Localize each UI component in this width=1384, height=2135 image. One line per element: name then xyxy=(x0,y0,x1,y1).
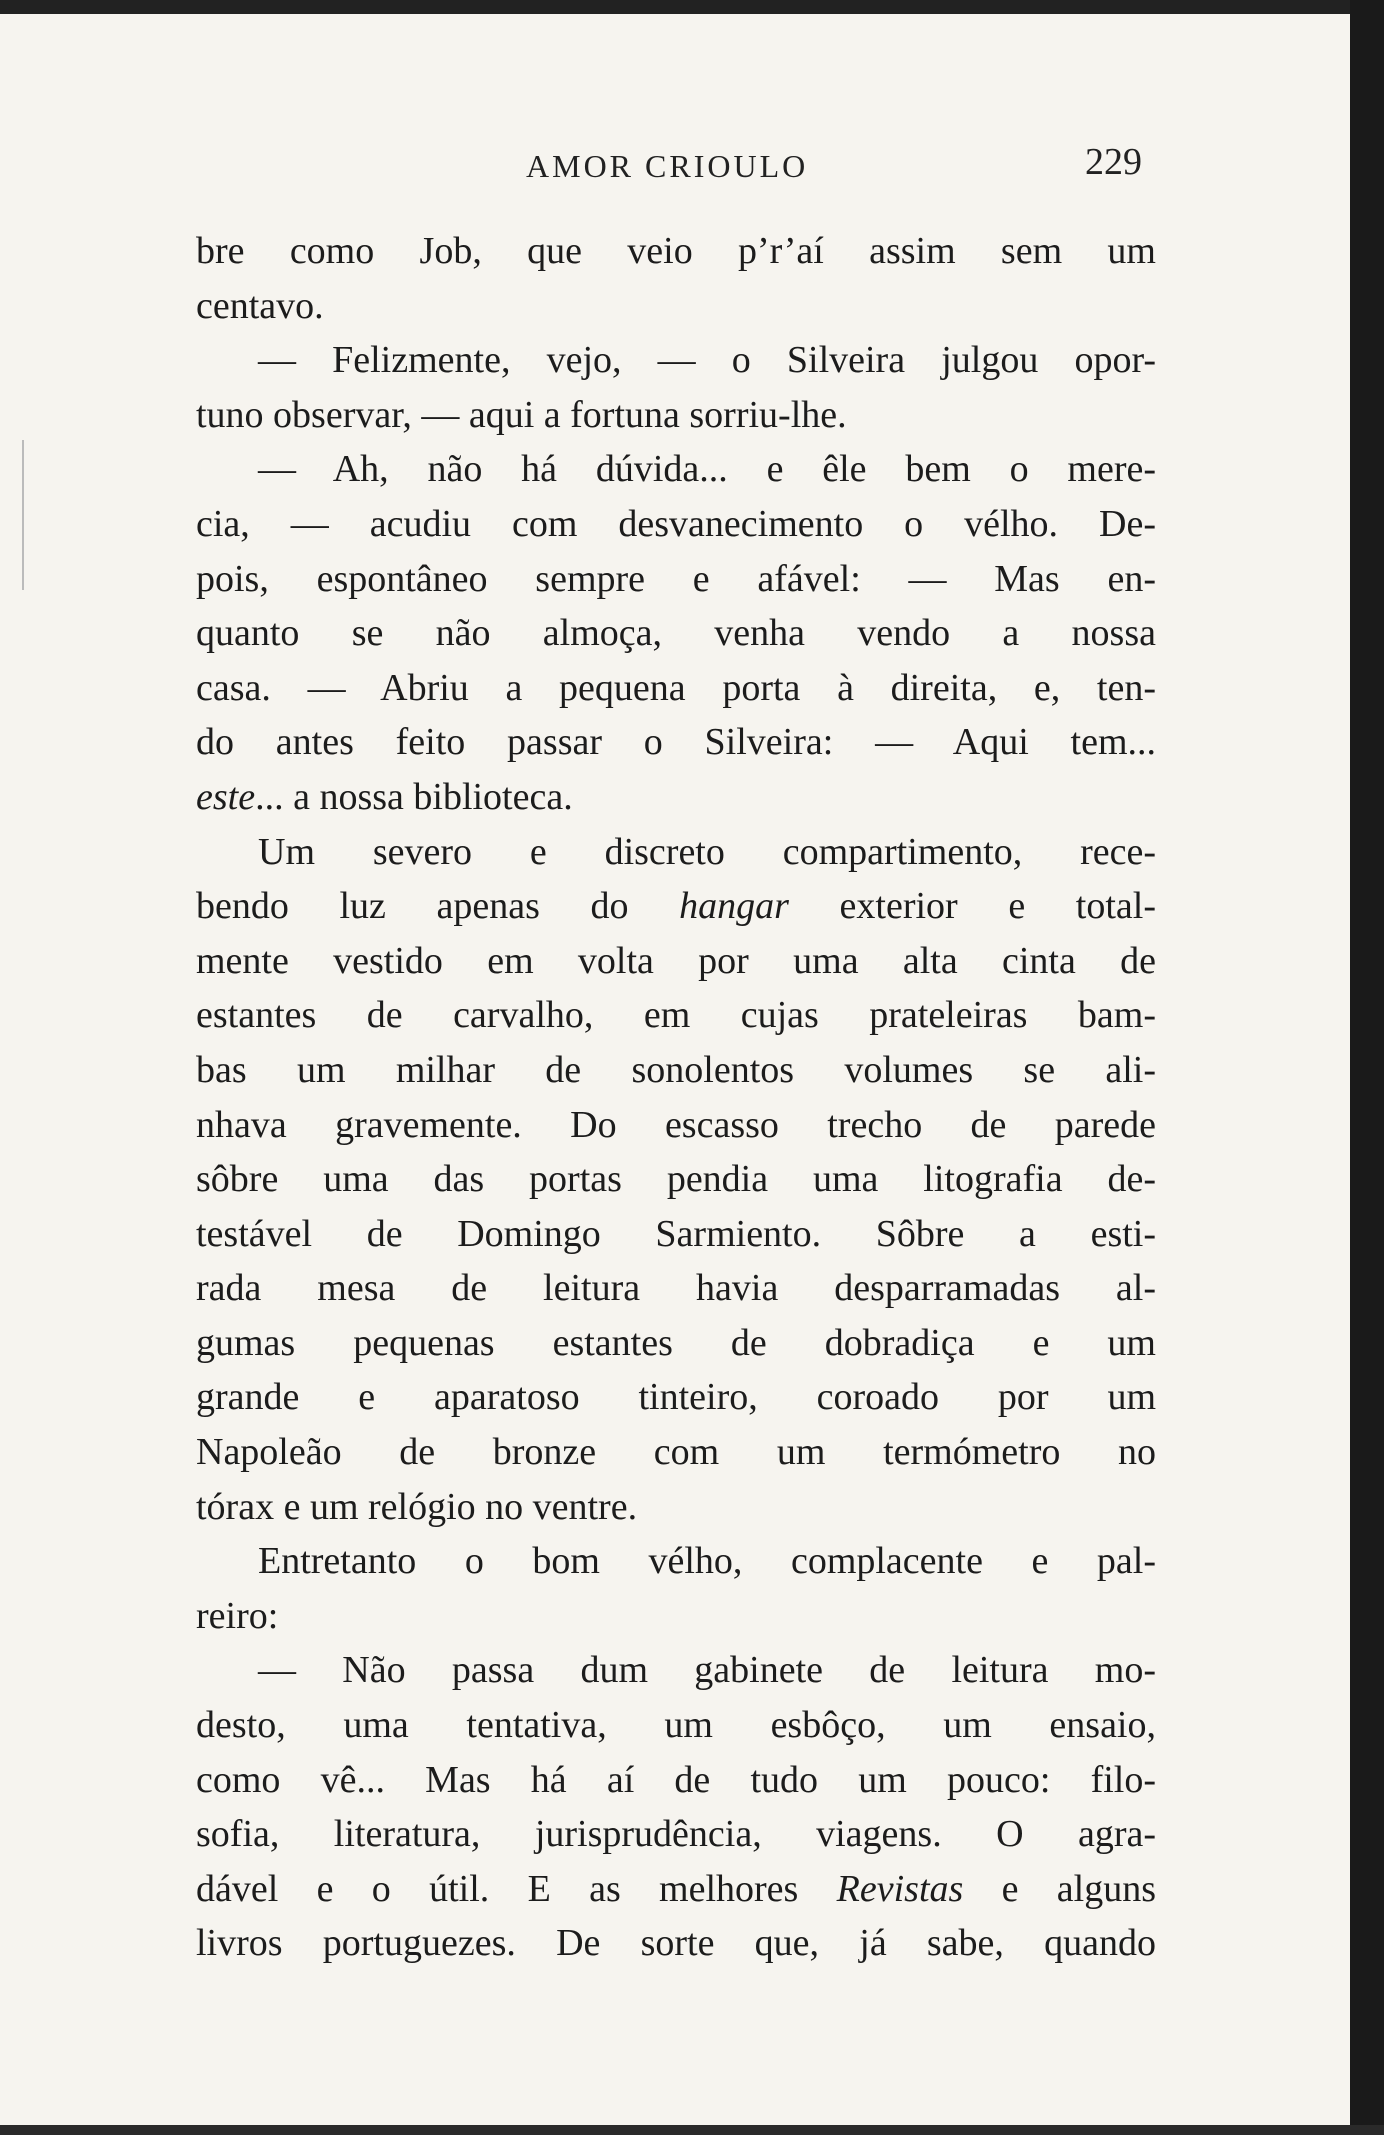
text-line: Entretanto o bom vélho, complacente e pal- xyxy=(258,1540,1156,1583)
text-line: tórax e um relógio no ventre. xyxy=(196,1485,638,1528)
text-line: reiro: xyxy=(196,1594,279,1637)
text-line: bas um milhar de sonolentos volumes se ali- xyxy=(196,1048,1156,1091)
text-line: mente vestido em volta por uma alta cinta de xyxy=(196,939,1156,982)
text-line: bre como Job, que veio p’r’aí assim sem um xyxy=(196,230,1156,272)
text-line: casa. — Abriu a pequena porta à direita, e, ten- xyxy=(196,666,1156,709)
running-title: AMOR CRIOULO xyxy=(526,148,809,184)
text-line: estantes de carvalho, em cujas prateleiras bam- xyxy=(196,994,1156,1037)
text-span: ... a nossa biblioteca. xyxy=(255,775,573,818)
text-line: centavo. xyxy=(196,284,324,327)
text-line: como vê... Mas há aí de tudo um pouco: filo- xyxy=(196,1758,1156,1801)
text-line: Um severo e discreto compartimento, rece- xyxy=(258,830,1156,873)
running-head xyxy=(196,140,1156,190)
italic-word: Revistas xyxy=(836,1867,964,1910)
text-line: sofia, literatura, jurisprudência, viagens. O agra- xyxy=(196,1813,1156,1856)
italic-word: este xyxy=(196,775,256,818)
text-span: dável e o útil. E as melhores xyxy=(196,1867,837,1910)
text-line: pois, espontâneo sempre e afável: — Mas en- xyxy=(196,557,1156,600)
page-number: 229 xyxy=(1085,141,1142,183)
body-text xyxy=(196,224,1156,1971)
text-line: grande e aparatoso tinteiro, coroado por um xyxy=(196,1376,1156,1419)
text-line: — Felizmente, vejo, — o Silveira julgou opor- xyxy=(258,339,1156,382)
text-line xyxy=(196,879,1156,934)
text-line: cia, — acudiu com desvanecimento o vélho. De- xyxy=(196,502,1156,545)
italic-word: hangar xyxy=(679,885,789,928)
scan-border-right xyxy=(1350,0,1384,2135)
scan-border-bottom xyxy=(0,2125,1384,2135)
text-line: rada mesa de leitura havia desparramadas al- xyxy=(196,1267,1156,1310)
text-line: testável de Domingo Sarmiento. Sôbre a esti- xyxy=(196,1212,1156,1255)
text-line: — Ah, não há dúvida... e êle bem o mere- xyxy=(258,448,1156,491)
text-span: bendo luz apenas do xyxy=(196,885,680,928)
text-line: quanto se não almoça, venha vendo a nossa xyxy=(196,612,1156,655)
scan-margin-mark xyxy=(22,440,24,590)
text-line: do antes feito passar o Silveira: — Aqui tem... xyxy=(196,721,1156,764)
text-line: desto, uma tentativa, um esbôço, um ensaio, xyxy=(196,1704,1156,1747)
text-line: tuno observar, — aqui a fortuna sorriu-lhe. xyxy=(196,393,847,436)
scan-border-top xyxy=(0,0,1384,14)
text-span: e alguns xyxy=(963,1867,1156,1910)
text-line: sôbre uma das portas pendia uma litografia de- xyxy=(196,1158,1156,1201)
text-line: livros portuguezes. De sorte que, já sabe, quando xyxy=(196,1922,1156,1965)
text-line: Napoleão de bronze com um termómetro no xyxy=(196,1431,1156,1474)
text-line xyxy=(196,770,1156,825)
text-line: nhava gravemente. Do escasso trecho de parede xyxy=(196,1103,1156,1146)
text-line: — Não passa dum gabinete de leitura mo- xyxy=(258,1649,1156,1692)
text-line: gumas pequenas estantes de dobradiça e um xyxy=(196,1321,1156,1364)
text-line xyxy=(196,1862,1156,1917)
text-span: exterior e total- xyxy=(788,885,1156,928)
